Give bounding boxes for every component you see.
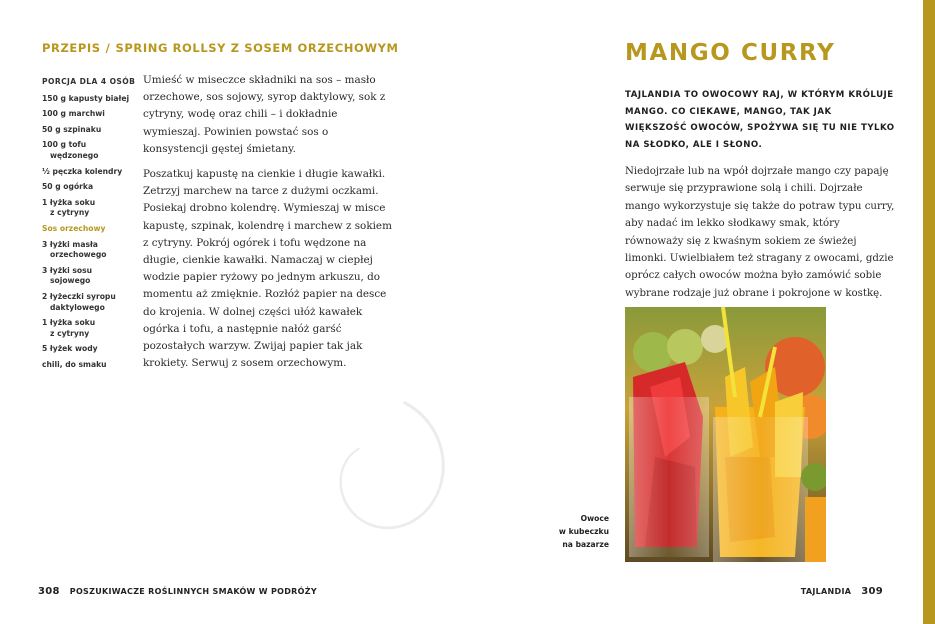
- gold-edge-bar: [923, 0, 935, 624]
- left-page: [0, 0, 467, 624]
- ingredient-item: [42, 318, 137, 339]
- body-paragraph: Niedojrzałe lub na wpół dojrzałe mango czy papaję serwuje się przyprawione solą i chili. Dojrzałe mango wykorzystuje się także do potraw typu curry, aby nadać im lekko słodkawy smak, który równoważy się z kwaśnym sokiem ze świeżej limonki. Uwielbiałem też straganу z owocami, gdzie oprócz całych owoców można było zamówić sobie wybrane rodzaje już obrane i pokrojone w kostkę.: [625, 166, 895, 299]
- ingredient-line: 100 g marchwi: [42, 109, 105, 119]
- recipe-heading: [42, 41, 399, 55]
- article-title: MANGO CURRY: [625, 40, 836, 66]
- ingredients-list: [42, 77, 137, 375]
- sauce-section-title: Sos orzechowy: [42, 223, 106, 233]
- photo-caption: [547, 512, 609, 551]
- ingredient-line: 2 łyżeczki syropu: [42, 291, 116, 301]
- ingredient-line: 100 g tofu: [42, 140, 87, 150]
- ingredient-item: [42, 182, 137, 193]
- ingredients-sauce: [42, 240, 137, 371]
- ingredient-item: [42, 167, 137, 178]
- swirl-ornament: [300, 382, 460, 562]
- method-paragraph: Poszatkuj kapustę na cienkie i długie kawałki. Zetrzyj marchew na tarce z dużymi oczkami. Posiekaj drobno kolendrę. Wymieszaj w misce kapustę, szpinak, kolendrę i marchew z sokiem z cytryny. Pokrój ogórek i tofu wędzone na długie, cienkie kawałki. Namaczaj w ciepłej wodzie papier ryżowy po jednym arkuszu, do momentu aż zmięknie. Rozłóż papier na desce do krojenia. W dolnej części ułóż kawałek ogórka i tofu, a następnie nałóż garść pozostałych warzyw. Zwijaj papier tak jak krokiety. Serwuj z sosem orzechowym.: [143, 168, 392, 370]
- servings-title: PORCJA DLA 4 OSÓB: [42, 77, 136, 86]
- recipe-title: SPRING ROLLSY Z SOSEM ORZECHOWYM: [115, 41, 399, 55]
- running-head-right: TAJLANDIA: [800, 587, 852, 596]
- caption-line: Owoce: [580, 514, 609, 523]
- ingredient-line: daktylowego: [50, 302, 105, 312]
- running-head-left: POSZUKIWACZE ROŚLINNYCH SMAKÓW W PODRÓŻY: [69, 587, 317, 596]
- ingredient-line: 3 łyżki masła: [42, 239, 98, 249]
- ingredient-item: [42, 140, 137, 161]
- ingredient-line: sojowego: [50, 276, 91, 286]
- ingredient-item: [42, 125, 137, 136]
- lead-paragraph: TAJLANDIA TO OWOCOWY RAJ, W KTÓRYM KRÓLUJE MANGO. CO CIEKAWE, MANGO, TAK JAK WIĘKSZOŚĆ OWOCÓW, SPOŻYWA SIĘ TU NIE TYLKO NA SŁODKO, ALE I SŁONO.: [625, 90, 895, 150]
- ingredient-item: [42, 266, 137, 287]
- ingredient-item: [42, 360, 137, 371]
- ingredients-main: [42, 94, 137, 219]
- ingredient-line: 1 łyżka soku: [42, 318, 96, 328]
- method-paragraph: Umieść w miseczce składniki na sos – masło orzechowe, sos sojowy, syrop daktylowy, sok z cytryny, wodę oraz chili – i dokładnie wymieszaj. Powinien powstać sos o konsystencji gęstej śmietany.: [143, 74, 386, 155]
- ingredient-line: z cytryny: [50, 328, 90, 338]
- ingredient-item: [42, 344, 137, 355]
- page-number-right: 309: [861, 586, 883, 597]
- ingredient-item: [42, 240, 137, 261]
- folio-left: [38, 586, 317, 597]
- ingredient-line: 5 łyżek wody: [42, 344, 98, 354]
- heading-separator: /: [105, 41, 111, 55]
- fruit-cups-photo: [625, 307, 826, 562]
- ingredient-item: [42, 198, 137, 219]
- ingredient-line: 50 g szpinaku: [42, 124, 102, 134]
- ingredient-line: 3 łyżki sosu: [42, 265, 93, 275]
- ingredient-line: 1 łyżka soku: [42, 197, 96, 207]
- recipe-label: PRZEPIS: [42, 41, 101, 55]
- ingredient-line: z cytryny: [50, 208, 90, 218]
- caption-line: na bazarze: [562, 540, 609, 549]
- ingredient-line: orzechowego: [50, 250, 107, 260]
- folio-right: [801, 586, 883, 597]
- caption-line: w kubeczku: [558, 527, 609, 536]
- ingredient-line: ½ pęczka kolendry: [42, 166, 123, 176]
- ingredient-line: wędzonego: [50, 150, 99, 160]
- ingredient-item: [42, 94, 137, 105]
- ingredient-item: [42, 292, 137, 313]
- right-page: [467, 0, 923, 624]
- ingredient-line: 50 g ogórka: [42, 182, 94, 192]
- ingredient-item: [42, 109, 137, 120]
- page-number-left: 308: [38, 586, 60, 597]
- method-text: [143, 72, 395, 380]
- ingredient-line: chili, do smaku: [42, 359, 107, 369]
- ingredient-line: 150 g kapusty białej: [42, 93, 130, 103]
